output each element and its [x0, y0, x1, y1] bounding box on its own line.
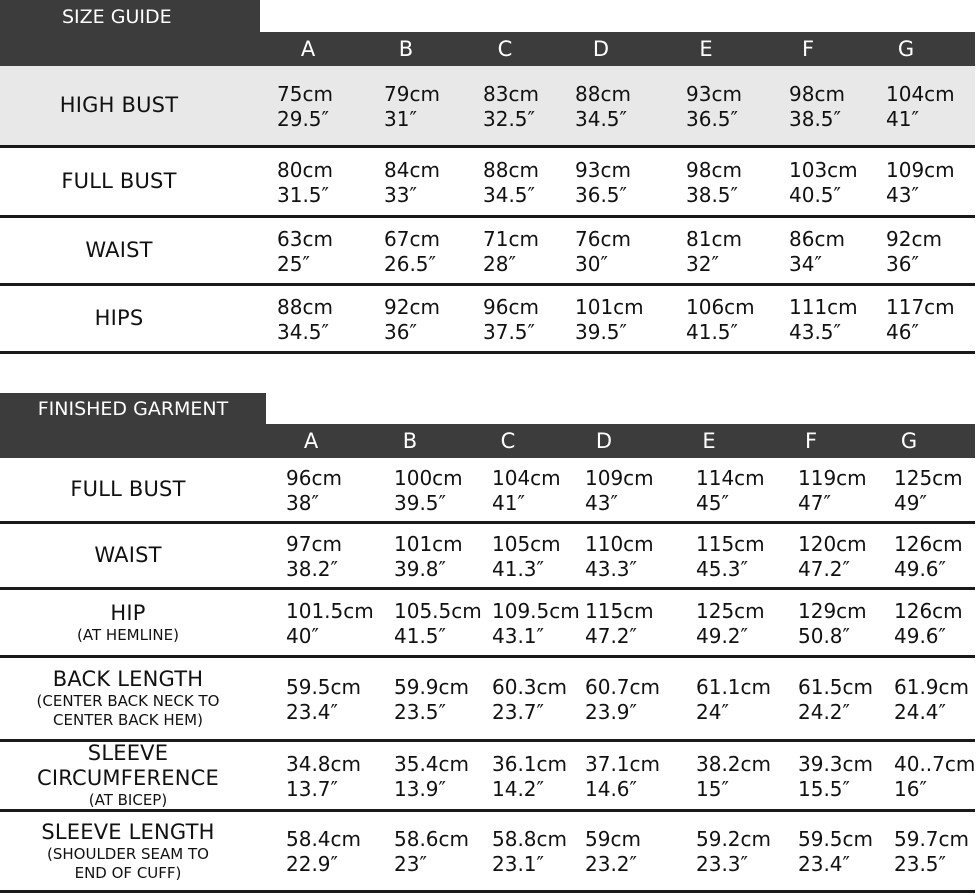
value-cm: 92cm	[886, 227, 942, 251]
value-inches: 24″	[696, 700, 729, 724]
value-inches: 50.8″	[798, 624, 851, 648]
measurement-cell	[798, 675, 873, 725]
row-label-main: FULL BUST	[61, 169, 177, 193]
value-inches: 23.5″	[894, 852, 947, 876]
row-label-main: SLEEVE CIRCUMFERENCE	[36, 741, 219, 790]
measurement-cell	[696, 466, 765, 516]
value-cm: 109cm	[886, 158, 955, 182]
measurement-cell	[277, 82, 333, 132]
table-row	[0, 458, 975, 524]
value-cm: 86cm	[789, 227, 845, 251]
value-cm: 96cm	[483, 295, 539, 319]
measurement-cell	[483, 227, 539, 277]
value-inches: 36.5″	[686, 107, 739, 131]
value-cm: 59.5cm	[798, 827, 874, 851]
row-label-main: WAIST	[94, 543, 162, 567]
value-cm: 84cm	[384, 158, 440, 182]
value-cm: 92cm	[384, 295, 440, 319]
measurement-cell	[798, 752, 873, 802]
value-inches: 32″	[686, 252, 719, 276]
value-inches: 40″	[286, 624, 319, 648]
value-cm: 126cm	[894, 599, 963, 623]
value-inches: 36″	[886, 252, 919, 276]
measurement-cell	[585, 827, 641, 877]
measurement-cell	[585, 599, 654, 649]
value-cm: 125cm	[894, 466, 963, 490]
value-cm: 67cm	[384, 227, 440, 251]
value-cm: 109cm	[585, 466, 654, 490]
value-inches: 39.8″	[394, 557, 447, 581]
value-inches: 13.9″	[394, 777, 447, 801]
measurement-cell	[585, 466, 654, 516]
value-inches: 38.5″	[686, 183, 739, 207]
value-cm: 93cm	[686, 82, 742, 106]
value-inches: 41.5″	[394, 624, 447, 648]
value-cm: 88cm	[575, 82, 631, 106]
measurement-cell	[277, 227, 333, 277]
value-cm: 59cm	[585, 827, 641, 851]
row-label	[0, 218, 238, 283]
row-label-sub: (AT HEMLINE)	[77, 625, 179, 644]
value-inches: 39.5″	[394, 491, 447, 515]
value-cm: 60.3cm	[492, 675, 568, 699]
finished-garment-title-line1: FINISHED GARMENT	[37, 398, 229, 420]
value-inches: 15″	[696, 777, 729, 801]
measurement-cell	[886, 158, 955, 208]
value-cm: 39.3cm	[798, 752, 874, 776]
table-row	[0, 812, 975, 893]
measurement-cell	[696, 675, 771, 725]
fg-col-head-a: A	[303, 429, 319, 453]
value-cm: 58.6cm	[394, 827, 470, 851]
value-cm: 93cm	[575, 158, 631, 182]
value-cm: 35.4cm	[394, 752, 470, 776]
value-cm: 81cm	[686, 227, 742, 251]
value-inches: 16″	[894, 777, 927, 801]
value-cm: 59.9cm	[394, 675, 470, 699]
value-inches: 14.2″	[492, 777, 545, 801]
value-cm: 38.2cm	[696, 752, 772, 776]
measurement-cell	[585, 532, 654, 582]
measurement-cell	[894, 752, 975, 802]
value-cm: 120cm	[798, 532, 867, 556]
value-cm: 71cm	[483, 227, 539, 251]
col-head-g: G	[897, 37, 915, 61]
value-cm: 105cm	[492, 532, 561, 556]
row-label-main: WAIST	[85, 238, 153, 262]
value-inches: 36″	[384, 320, 417, 344]
measurement-cell	[686, 227, 742, 277]
measurement-cell	[394, 466, 463, 516]
value-inches: 34″	[789, 252, 822, 276]
measurement-cell	[483, 158, 539, 208]
measurement-cell	[696, 752, 771, 802]
measurement-cell	[696, 599, 765, 649]
measurement-cell	[585, 675, 660, 725]
value-inches: 34.5″	[483, 183, 536, 207]
table-row	[0, 66, 975, 148]
value-inches: 43.3″	[585, 557, 638, 581]
value-cm: 104cm	[492, 466, 561, 490]
measurement-cell	[394, 752, 469, 802]
value-cm: 111cm	[789, 295, 858, 319]
value-inches: 38.2″	[286, 557, 339, 581]
value-inches: 49.6″	[894, 557, 947, 581]
value-inches: 36.5″	[575, 183, 628, 207]
row-label-main: HIP	[110, 600, 146, 625]
value-cm: 88cm	[483, 158, 539, 182]
measurement-cell	[277, 158, 333, 208]
value-cm: 61.1cm	[696, 675, 772, 699]
measurement-cell	[483, 295, 539, 345]
value-inches: 24.2″	[798, 700, 851, 724]
value-inches: 25″	[277, 252, 310, 276]
measurement-cell	[686, 82, 742, 132]
value-cm: 83cm	[483, 82, 539, 106]
measurement-cell	[575, 82, 631, 132]
value-inches: 29.5″	[277, 107, 330, 131]
value-cm: 61.5cm	[798, 675, 874, 699]
value-inches: 23.7″	[492, 700, 545, 724]
row-label-main: HIGH BUST	[59, 93, 179, 117]
measurement-cell	[686, 295, 755, 345]
value-inches: 47.2″	[585, 624, 638, 648]
value-inches: 14.6″	[585, 777, 638, 801]
measurement-cell	[585, 752, 660, 802]
value-inches: 47″	[798, 491, 831, 515]
value-inches: 46″	[886, 320, 919, 344]
measurement-cell	[286, 752, 361, 802]
measurement-cell	[492, 752, 567, 802]
value-inches: 38.5″	[789, 107, 842, 131]
measurement-cell	[798, 827, 873, 877]
table-row	[0, 658, 975, 742]
value-inches: 23.5″	[394, 700, 447, 724]
measurement-cell	[394, 675, 469, 725]
measurement-cell	[286, 466, 342, 516]
value-inches: 23.3″	[696, 852, 749, 876]
measurement-cell	[575, 295, 644, 345]
row-label-sub: (CENTER BACK NECK TO CENTER BACK HEM)	[36, 692, 220, 729]
measurement-cell	[575, 158, 631, 208]
measurement-cell	[384, 295, 440, 345]
size-guide-tab	[0, 0, 260, 34]
value-cm: 129cm	[798, 599, 867, 623]
value-inches: 41.5″	[686, 320, 739, 344]
value-cm: 117cm	[886, 295, 955, 319]
value-cm: 60.7cm	[585, 675, 661, 699]
value-inches: 23.9″	[585, 700, 638, 724]
measurement-cell	[894, 827, 969, 877]
value-cm: 110cm	[585, 532, 654, 556]
value-cm: 105.5cm	[394, 599, 482, 623]
value-inches: 49.2″	[696, 624, 749, 648]
value-inches: 23.4″	[286, 700, 339, 724]
measurement-cell	[394, 827, 469, 877]
value-inches: 23″	[394, 852, 427, 876]
value-inches: 47.2″	[798, 557, 851, 581]
value-cm: 79cm	[384, 82, 440, 106]
row-label-sub: (SHOULDER SEAM TO END OF CUFF)	[47, 844, 209, 882]
table-row	[0, 590, 975, 658]
value-inches: 28″	[483, 252, 516, 276]
value-inches: 22.9″	[286, 852, 339, 876]
value-inches: 23.1″	[492, 852, 545, 876]
row-label	[0, 590, 256, 655]
value-cm: 75cm	[277, 82, 333, 106]
finished-garment-header	[0, 424, 975, 458]
fg-col-head-b: B	[402, 429, 418, 453]
value-cm: 37.1cm	[585, 752, 661, 776]
measurement-cell	[384, 158, 440, 208]
value-inches: 33″	[384, 183, 417, 207]
value-cm: 63cm	[277, 227, 333, 251]
value-inches: 23.4″	[798, 852, 851, 876]
row-label	[0, 66, 238, 145]
value-cm: 119cm	[798, 466, 867, 490]
measurement-cell	[789, 158, 858, 208]
measurement-cell	[894, 599, 963, 649]
row-label	[0, 524, 256, 587]
fg-col-head-g: G	[900, 429, 918, 453]
value-cm: 115cm	[585, 599, 654, 623]
value-inches: 24.4″	[894, 700, 947, 724]
value-cm: 115cm	[696, 532, 765, 556]
value-inches: 37.5″	[483, 320, 536, 344]
measurement-cell	[886, 295, 955, 345]
value-inches: 43.5″	[789, 320, 842, 344]
measurement-cell	[798, 532, 867, 582]
measurement-cell	[789, 82, 845, 132]
value-cm: 101cm	[575, 295, 644, 319]
value-inches: 43.1″	[492, 624, 545, 648]
value-cm: 98cm	[686, 158, 742, 182]
measurement-cell	[286, 532, 342, 582]
measurement-cell	[894, 466, 963, 516]
value-inches: 41″	[492, 491, 525, 515]
row-label-main: SLEEVE LENGTH	[41, 819, 215, 844]
value-cm: 61.9cm	[894, 675, 970, 699]
measurement-cell	[894, 532, 963, 582]
value-inches: 38″	[286, 491, 319, 515]
size-guide-title: SIZE GUIDE	[62, 6, 172, 28]
value-inches: 31.5″	[277, 183, 330, 207]
value-cm: 59.5cm	[286, 675, 362, 699]
value-inches: 49.6″	[894, 624, 947, 648]
measurement-cell	[286, 599, 374, 649]
fg-col-head-d: D	[595, 429, 613, 453]
measurement-cell	[492, 532, 561, 582]
value-cm: 40..7cm	[894, 752, 976, 776]
col-head-a: A	[300, 37, 316, 61]
measurement-cell	[394, 599, 482, 649]
value-cm: 109.5cm	[492, 599, 580, 623]
value-inches: 34.5″	[575, 107, 628, 131]
value-inches: 31″	[384, 107, 417, 131]
finished-garment-section	[0, 393, 975, 895]
measurement-cell	[483, 82, 539, 132]
measurement-cell	[384, 82, 440, 132]
value-inches: 13.7″	[286, 777, 339, 801]
value-inches: 32.5″	[483, 107, 536, 131]
value-cm: 100cm	[394, 466, 463, 490]
value-inches: 43″	[585, 491, 618, 515]
measurement-cell	[286, 675, 361, 725]
measurement-cell	[686, 158, 742, 208]
value-cm: 101.5cm	[286, 599, 374, 623]
row-label	[0, 458, 256, 521]
row-label	[0, 148, 238, 215]
value-cm: 58.4cm	[286, 827, 362, 851]
value-inches: 45.3″	[696, 557, 749, 581]
row-label	[0, 658, 256, 739]
table-row	[0, 148, 975, 218]
fg-col-head-f: F	[804, 429, 818, 453]
value-inches: 26.5″	[384, 252, 437, 276]
measurement-cell	[894, 675, 969, 725]
value-cm: 76cm	[575, 227, 631, 251]
value-cm: 126cm	[894, 532, 963, 556]
value-inches: 39.5″	[575, 320, 628, 344]
value-cm: 114cm	[696, 466, 765, 490]
row-label-main: FULL BUST	[70, 477, 186, 501]
measurement-cell	[798, 466, 867, 516]
col-head-f: F	[801, 37, 815, 61]
table-row	[0, 286, 975, 354]
value-cm: 58.8cm	[492, 827, 568, 851]
row-label	[0, 812, 256, 890]
value-cm: 59.2cm	[696, 827, 772, 851]
value-inches: 34.5″	[277, 320, 330, 344]
measurement-cell	[575, 227, 631, 277]
measurement-cell	[286, 827, 361, 877]
value-inches: 49″	[894, 491, 927, 515]
value-cm: 103cm	[789, 158, 858, 182]
value-cm: 97cm	[286, 532, 342, 556]
size-guide-header	[0, 32, 975, 66]
value-inches: 23.2″	[585, 852, 638, 876]
value-cm: 101cm	[394, 532, 463, 556]
measurement-cell	[384, 227, 440, 277]
value-inches: 15.5″	[798, 777, 851, 801]
measurement-cell	[492, 599, 580, 649]
row-label-main: BACK LENGTH	[52, 667, 204, 691]
value-cm: 88cm	[277, 295, 333, 319]
col-head-d: D	[592, 37, 610, 61]
value-cm: 106cm	[686, 295, 755, 319]
value-cm: 34.8cm	[286, 752, 362, 776]
row-label-sub: (AT BICEP)	[88, 791, 168, 809]
value-inches: 43″	[886, 183, 919, 207]
table-row	[0, 742, 975, 812]
value-cm: 104cm	[886, 82, 955, 106]
measurement-cell	[492, 827, 567, 877]
measurement-cell	[798, 599, 867, 649]
col-head-e: E	[699, 37, 713, 61]
measurement-cell	[492, 466, 561, 516]
value-cm: 96cm	[286, 466, 342, 490]
measurement-cell	[492, 675, 567, 725]
value-cm: 36.1cm	[492, 752, 568, 776]
value-cm: 98cm	[789, 82, 845, 106]
fg-col-head-e: E	[702, 429, 716, 453]
measurement-cell	[277, 295, 333, 345]
row-label-main: HIPS	[94, 306, 144, 330]
measurement-cell	[789, 227, 845, 277]
value-cm: 80cm	[277, 158, 333, 182]
value-inches: 45″	[696, 491, 729, 515]
fg-col-head-c: C	[500, 429, 516, 453]
value-inches: 41.3″	[492, 557, 545, 581]
measurement-cell	[394, 532, 463, 582]
value-cm: 59.7cm	[894, 827, 970, 851]
size-guide-section	[0, 0, 975, 360]
value-inches: 40.5″	[789, 183, 842, 207]
value-inches: 41″	[886, 107, 919, 131]
measurement-cell	[886, 227, 942, 277]
table-row	[0, 524, 975, 590]
table-row	[0, 218, 975, 286]
value-inches: 30″	[575, 252, 608, 276]
col-head-c: C	[497, 37, 513, 61]
measurement-cell	[789, 295, 858, 345]
col-head-b: B	[398, 37, 414, 61]
row-label	[0, 286, 238, 351]
row-label	[0, 742, 256, 809]
measurement-cell	[696, 827, 771, 877]
measurement-cell	[696, 532, 765, 582]
value-cm: 125cm	[696, 599, 765, 623]
measurement-cell	[886, 82, 955, 132]
